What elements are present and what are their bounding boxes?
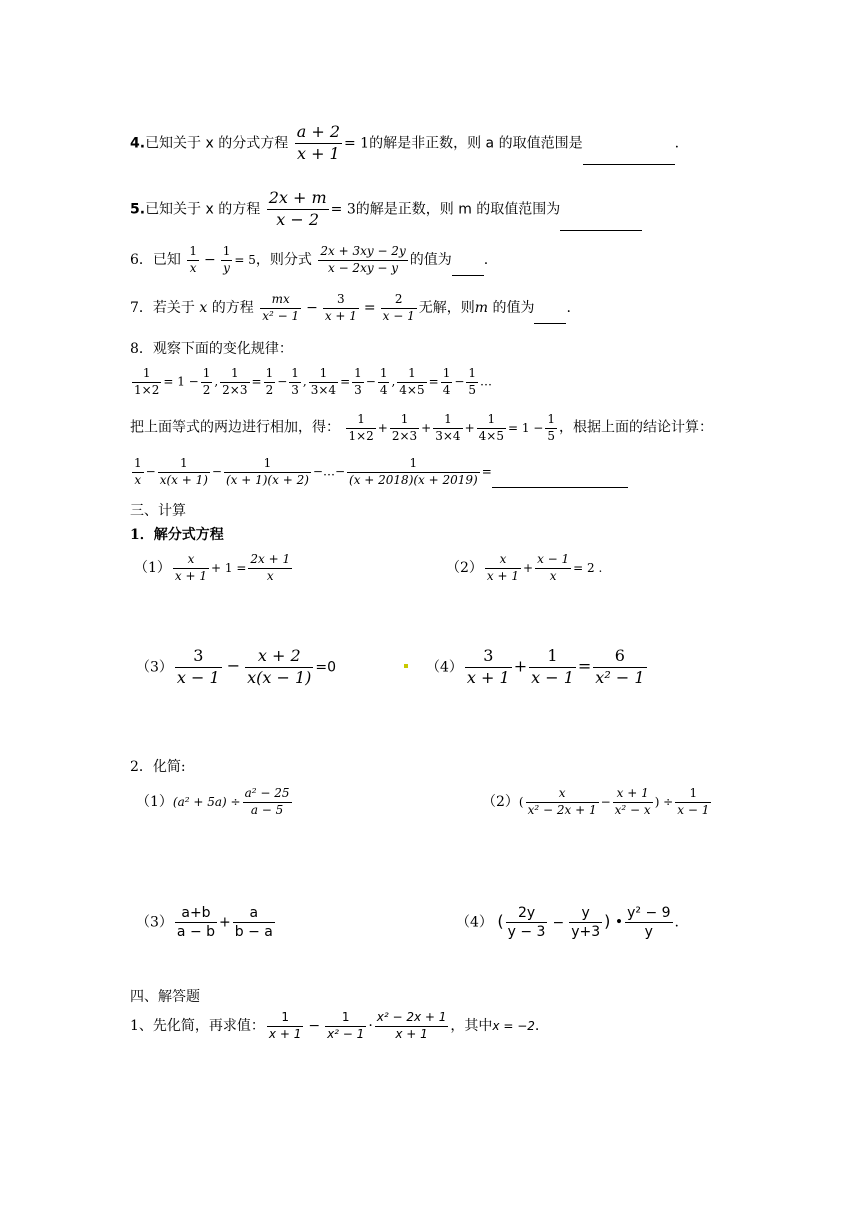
q6-eq: = 5: [234, 253, 256, 268]
q8-calc-d4: (x + 2018)(x + 2019): [349, 472, 478, 487]
q4-answer-blank[interactable]: [583, 148, 675, 165]
p4-f1d: x + 1: [466, 667, 510, 687]
p1-label: （1）: [134, 560, 171, 577]
q2p3-f1n: a+b: [175, 904, 217, 923]
q2p2-open: (: [518, 795, 524, 810]
s3-q2-p3: [136, 904, 277, 941]
q8-p4-rn2: 1: [466, 366, 478, 383]
q7-text2: 的方程: [211, 300, 254, 317]
q2p3-f1d: a − b: [176, 924, 216, 941]
q4-text2: 的解是非正数，则 a 的取值范围是: [369, 135, 583, 152]
q8-p2-rd: 2: [265, 382, 274, 397]
q7-text4: 的值为: [492, 300, 535, 317]
q8-p2-rd2: 3: [291, 382, 299, 397]
q2p4-f3n: y² − 9: [625, 904, 672, 923]
q2p4-label: （4）: [456, 914, 493, 931]
q2p4-f3d: y: [644, 924, 653, 941]
q8-sum-rfrac: [545, 412, 557, 444]
q8-p2-d: 2×3: [222, 382, 248, 397]
q8-p3-rn2: 1: [378, 366, 390, 383]
q7-frac-3: [381, 292, 417, 324]
p2-frac-1: [485, 552, 521, 584]
s4q1-text: 1、先化简，再求值：: [130, 1018, 265, 1035]
q4-end: .: [674, 135, 680, 152]
p2-op: +: [523, 561, 534, 576]
s4q1-dot: ·: [368, 1018, 373, 1035]
q8-p1-rhs: = 1 −: [163, 374, 199, 389]
s3-q1-p3: [136, 646, 336, 689]
p1-f2d: x: [266, 568, 274, 583]
p3-f1d: x − 1: [176, 667, 220, 687]
q6-frac-3: [318, 244, 407, 276]
p3-frac-2: [245, 646, 313, 689]
q7-f2-num: 3: [323, 292, 359, 309]
p4-frac-3: [593, 646, 646, 689]
q8-p4-rhs: =: [428, 374, 439, 389]
q8-calc-t3: [224, 456, 311, 488]
question-5: [130, 188, 642, 231]
p4-frac-2: [529, 646, 576, 689]
q7-frac-1: [260, 292, 301, 324]
s4q1-f3n: x² − 2x + 1: [375, 1010, 449, 1027]
q8-calc-dots: …: [322, 464, 335, 479]
q4-frac-den: x + 1: [296, 143, 340, 163]
q8-p1-rn: 1: [201, 366, 213, 383]
q8-p4-rn: 1: [441, 366, 453, 383]
p4-f2d: x − 1: [531, 667, 574, 687]
q2p3-frac-2: [233, 904, 275, 941]
q8-p3-lhs: [309, 366, 338, 398]
q6-f3-den: x − 2xy − y: [327, 260, 399, 275]
s4q1-frac-1: [267, 1010, 303, 1042]
question-8-heading: [130, 338, 293, 358]
q2p4-f2n: y: [569, 904, 602, 923]
q8-p2-n: 1: [220, 366, 249, 383]
q2p1-fd: a − 5: [250, 802, 284, 817]
q2p4-f1d: y − 3: [507, 924, 546, 941]
q8-sum-d2: 2×3: [391, 428, 418, 443]
q8-sum-t2: $\frac{1}{2\times 3}$: [391, 412, 418, 443]
q7-var: x: [199, 300, 208, 317]
q4-frac-num: a + 2: [295, 122, 342, 144]
s4q1-f1d: x + 1: [268, 1026, 302, 1041]
s3-q2-p4: [456, 904, 679, 941]
q2p2-f3d: x − 1: [677, 802, 710, 817]
q2p3-op: +: [219, 914, 231, 931]
q2p2-f2d: x² − x: [614, 802, 651, 817]
q2p2-op: −: [600, 795, 611, 810]
s4q1-f1n: 1: [267, 1010, 303, 1027]
p2-label: （2）: [446, 560, 483, 577]
q6-frac-2: [221, 244, 233, 276]
s4q1-text2: ，其中: [450, 1018, 493, 1035]
q8-p4-rd: 4: [442, 382, 451, 397]
s4q1-frac-2: [325, 1010, 366, 1042]
q2p3-f2d: b − a: [234, 924, 273, 941]
p4-op: +: [513, 656, 528, 676]
q2p1-label: （1）: [136, 794, 173, 811]
q7-f2-den: x + 1: [324, 308, 357, 323]
p2-f1d: x + 1: [486, 568, 520, 583]
q6-text3: 的值为: [409, 252, 452, 269]
q8-p1-rd: 2: [202, 382, 211, 397]
s4q1-f3d: x + 1: [395, 1026, 428, 1041]
section-3-title: 三、计算: [130, 503, 186, 519]
s4q1-f2n: 1: [325, 1010, 366, 1027]
q8-p1-rfrac: [201, 366, 213, 398]
q7-eq: =: [363, 300, 376, 317]
q8-calc-line: $\frac{1}{x}$ − $\frac{1}{x(x + 1)}$ − $\frac{1}{(x + 1)(x + 2)}$ −…− $\frac{1}{(x + 2018)(x + 2019)}$ =: [130, 456, 628, 488]
p4-f1n: 3: [465, 646, 512, 668]
s3-q1-p2: [446, 552, 602, 584]
p4-frac-1: [465, 646, 512, 689]
q6-f1-num: 1: [187, 244, 199, 261]
p2-frac-2: [535, 552, 571, 584]
q8-p2-rhs2: −: [277, 374, 288, 389]
s4-q1: [130, 1010, 539, 1042]
q8-calc-t1: [132, 456, 144, 488]
q6-answer-blank[interactable]: [452, 261, 484, 276]
section-4-title: 四、解答题: [130, 989, 200, 1005]
q6-text: 已知: [152, 252, 181, 269]
q7-f1-den: x² − 1: [262, 308, 300, 323]
p4-f2n: 1: [529, 646, 576, 668]
q2p2-close: ) ÷: [654, 795, 674, 810]
q2p2-frac-3: [675, 786, 711, 818]
q8-p3-rd: 3: [354, 382, 362, 397]
q5-text: 已知关于 x 的方程: [145, 201, 261, 218]
q2p4-frac-1: [506, 904, 548, 941]
q2p1-frac: [243, 786, 292, 818]
q8-p2-rhs: =: [251, 374, 262, 389]
q2p2-f2n: x + 1: [613, 786, 653, 803]
q2p2-label: （2）: [482, 794, 519, 811]
q6-f3-num: 2x + 3xy − 2y: [318, 244, 407, 261]
q8-p2-lhs: [220, 366, 249, 398]
q2p4-close: ): [604, 911, 611, 931]
q7-f3-den: x − 1: [382, 308, 415, 323]
q8-sum-d1: 1×2: [348, 428, 374, 443]
p1-f1d: x + 1: [174, 568, 208, 583]
q7-minus: −: [306, 300, 318, 317]
q8-calc-t4: [347, 456, 480, 488]
q8-sum-t3: $\frac{1}{3\times 4}$: [435, 412, 461, 443]
p3-frac-1: [175, 646, 222, 689]
p2-f2n: x − 1: [535, 552, 571, 569]
q8-p1-d: 1×2: [134, 382, 160, 397]
q7-number: 7．: [130, 300, 153, 317]
q8-number: 8．: [130, 341, 153, 357]
q8-p3-rd2: 4: [379, 382, 388, 397]
q6-f2-num: 1: [221, 244, 233, 261]
p4-label: （4）: [426, 659, 463, 676]
s4q1-cond: x = −2: [492, 1019, 535, 1034]
q8-pattern: $\frac{1}{1\times 2}$ = 1 − $\frac{1}{2}$ , $\frac{1}{2\times 3}$ = $\frac{1}{2}$ − $\frac{1}{3}$ , $\frac{1}{3\times 4}$ = $\frac{1}{3}$ − $\frac{1}{4}$ , $\frac{1}{4\times 5}$ = $\frac{1}{4}$ − $\frac{1}{5}$ …: [134, 366, 493, 397]
q8-p4-rfrac2: [466, 366, 478, 398]
q8-p3-rhs: =: [340, 374, 351, 389]
q8-text2: 把上面等式的两边进行相加，得：: [130, 419, 340, 436]
s3-q2-title: 2．化简:: [130, 759, 186, 775]
q8-sum-t1: $\frac{1}{1\times 2}$: [348, 412, 374, 443]
q8-calc-n1: 1: [132, 456, 144, 473]
q8-sum-rn: 1: [545, 412, 557, 429]
q2p4-frac-2: [569, 904, 602, 941]
q8-calc-n3: 1: [224, 456, 311, 473]
p4-f3n: 6: [593, 646, 646, 668]
q8-p3-d: 3×4: [310, 382, 337, 397]
q8-text: 观察下面的变化规律：: [152, 341, 293, 357]
q8-sum-t4: $\frac{1}{4\times 5}$: [478, 412, 504, 443]
question-7: [130, 292, 571, 324]
q2p1-pre: (a² + 5a) ÷: [172, 795, 241, 810]
q2p4-op: −: [552, 914, 565, 931]
q4-fraction: [295, 122, 342, 165]
q5-frac-den: x − 2: [276, 209, 320, 229]
q6-frac-1: [187, 244, 199, 276]
q8-p3-n: 1: [309, 366, 338, 383]
p1-f1n: x: [173, 552, 209, 569]
q8-p4-lhs: [397, 366, 426, 398]
s3-q1-title: 1．解分式方程: [130, 527, 224, 543]
q2p3-frac-1: [175, 904, 217, 941]
p1-frac-2: [248, 552, 292, 584]
q8-sum-d3: 3×4: [435, 428, 461, 443]
q2p4-f2d: y+3: [571, 924, 601, 941]
p4-f3d: x² − 1: [595, 667, 645, 687]
q8-sum-line: 把上面等式的两边进行相加，得： $\frac{1}{1\times 2}$ + $\frac{1}{2\times 3}$ + $\frac{1}{3\times 4}$ + $\frac{1}{4\times 5}$ = 1 − $\frac{1}{5}$ ，根据上面的结论计算：: [130, 412, 713, 443]
q4-text: 已知关于 x 的分式方程: [145, 135, 289, 152]
question-4: [130, 122, 679, 165]
q8-p3-rhs2: −: [365, 374, 376, 389]
q2p1-fn: a² − 25: [243, 786, 292, 803]
q2p2-f1n: x: [526, 786, 599, 803]
q2p4-f1n: 2y: [506, 904, 548, 923]
q5-answer-blank[interactable]: [560, 214, 642, 231]
q5-frac-num: 2x + m: [267, 188, 329, 210]
q6-f1-den: x: [189, 260, 197, 275]
p3-label: （3）: [136, 659, 173, 676]
q7-text3: 无解，则: [418, 300, 475, 317]
q7-var2: m: [474, 300, 489, 317]
q8-p2-rn: 1: [264, 366, 276, 383]
q2p2-f1d: x² − 2x + 1: [527, 802, 597, 817]
p2-tail: = 2 .: [573, 561, 603, 576]
q8-p2-rfrac: [264, 366, 276, 398]
q5-fraction: [267, 188, 329, 231]
q4-number: 4.: [130, 135, 146, 152]
s4q1-frac-3: [375, 1010, 449, 1042]
q8-text3: ，根据上面的结论计算：: [558, 419, 713, 436]
q8-calc-d1: x: [134, 472, 142, 487]
q2p4-end: .: [674, 914, 679, 931]
q8-calc-t2: [158, 456, 210, 488]
q8-calc-d2: x(x + 1): [159, 472, 208, 487]
s4q1-end: .: [534, 1018, 540, 1035]
q2p4-dot: •: [614, 914, 624, 931]
q8-p3-rfrac2: [378, 366, 390, 398]
q8-sum-rd: 5: [547, 428, 555, 443]
p2-f2d: x: [549, 568, 557, 583]
s3-q1-p1: [134, 552, 294, 584]
q7-end: .: [566, 300, 571, 317]
q7-frac-2: [323, 292, 359, 324]
s3-q1-p4: [426, 646, 649, 689]
q8-ellipsis: …: [480, 374, 493, 389]
q8-p4-n: 1: [397, 366, 426, 383]
q6-end: .: [483, 252, 489, 269]
q6-minus: −: [204, 252, 216, 269]
q8-calc-eq: =: [481, 464, 492, 479]
p3-f2n: x + 2: [245, 646, 313, 668]
q7-text: 若关于: [152, 300, 195, 317]
q8-p2-rn2: 1: [289, 366, 301, 383]
q5-text2: 的解是正数，则 m 的取值范围为: [355, 201, 561, 218]
p2-f1n: x: [485, 552, 521, 569]
p3-f1n: 3: [175, 646, 222, 668]
q6-number: 6．: [130, 252, 153, 269]
p4-eq: =: [577, 656, 592, 676]
q7-f3-num: 2: [381, 292, 417, 309]
q6-f2-den: y: [223, 260, 230, 275]
q2p2-f3n: 1: [675, 786, 711, 803]
p1-f2n: 2x + 1: [248, 552, 292, 569]
q2p4-frac-3: [625, 904, 672, 941]
p3-tail: =0: [315, 659, 337, 676]
q8-p4-rd2: 5: [468, 382, 477, 397]
q8-answer-blank[interactable]: [492, 473, 628, 488]
s4q1-op: −: [308, 1018, 321, 1035]
q8-sum-rhs: = 1 −: [507, 420, 544, 435]
q2p3-label: （3）: [136, 914, 173, 931]
q2p3-f2n: a: [233, 904, 275, 923]
p1-op: + 1 =: [211, 561, 247, 576]
q8-calc-n4: 1: [347, 456, 480, 473]
q8-p2-rfrac2: [289, 366, 301, 398]
question-6: [130, 244, 488, 276]
q8-sum-d4: 4×5: [478, 428, 504, 443]
q8-p4-rhs2: −: [454, 374, 465, 389]
p1-frac-1: [173, 552, 209, 584]
q2p4-open: (: [497, 911, 504, 931]
s3-q2-p1: [136, 786, 294, 818]
q5-eq: = 3: [330, 201, 356, 218]
q8-p1-lhs: [132, 366, 161, 398]
q8-calc-n2: 1: [158, 456, 210, 473]
s4q1-f2d: x² − 1: [327, 1026, 365, 1041]
stray-dot: [404, 664, 408, 668]
q8-p3-rn: 1: [352, 366, 364, 383]
q8-p3-rfrac: [352, 366, 364, 398]
q5-number: 5.: [130, 201, 146, 218]
q4-eq: = 1: [344, 135, 370, 152]
q2p2-frac-1: [526, 786, 599, 818]
q8-p1-n: 1: [132, 366, 161, 383]
p3-f2d: x(x − 1): [247, 667, 312, 687]
q7-answer-blank[interactable]: [534, 309, 566, 324]
q2p2-frac-2: [613, 786, 653, 818]
q8-p4-rfrac: [441, 366, 453, 398]
q8-calc-d3: (x + 1)(x + 2): [225, 472, 309, 487]
q8-p4-d: 4×5: [399, 382, 425, 397]
s3-q2-p2: [482, 786, 713, 818]
p3-op: −: [226, 656, 241, 676]
q6-text2: ，则分式: [255, 252, 312, 269]
q7-f1-num: mx: [260, 292, 301, 309]
